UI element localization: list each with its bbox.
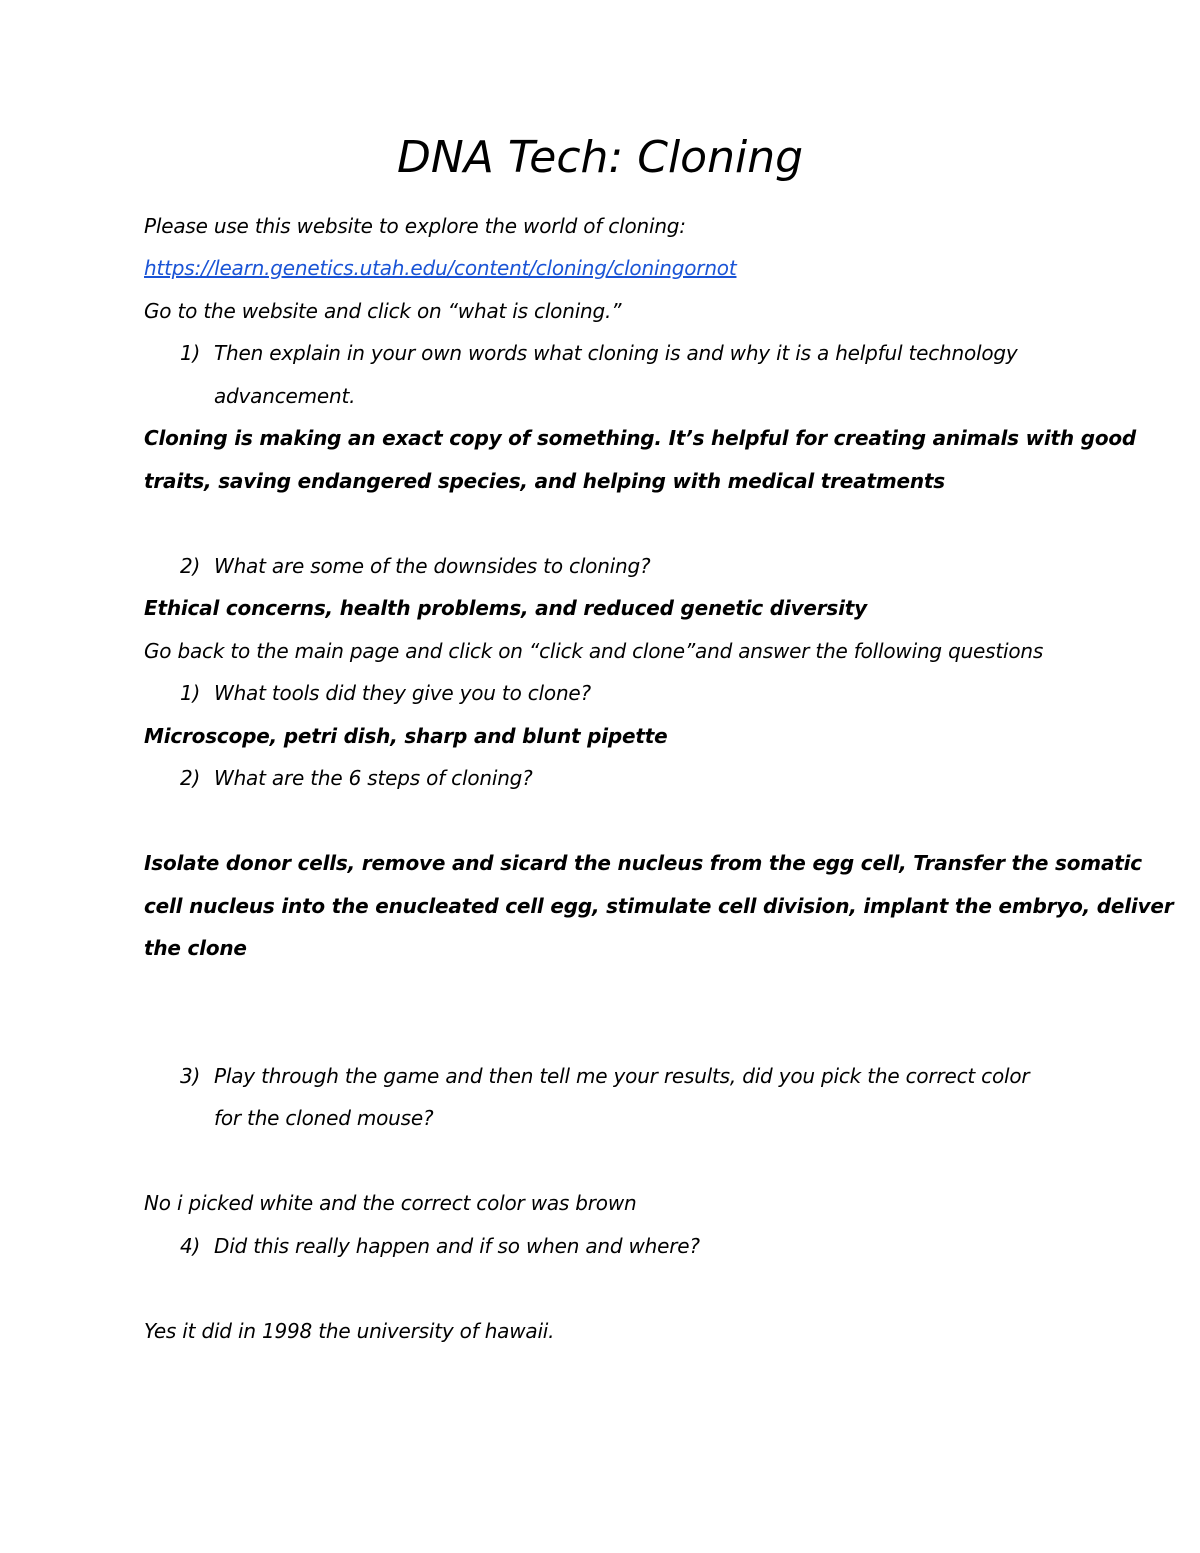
question-4 (180, 764, 533, 792)
answer-1-line-2: traits, saving endangered species, and helping with medical treatments (144, 469, 945, 493)
question-5-text: Play through the game and then tell me your results, did you pick the correct color (214, 1064, 1030, 1088)
question-4-number: 2) (180, 766, 201, 790)
question-6-number: 4) (180, 1234, 201, 1258)
question-3 (180, 679, 591, 707)
answer-5: No i picked white and the correct color was brown (144, 1191, 637, 1215)
question-6 (180, 1232, 700, 1260)
question-6-text: Did this really happen and if so when and where? (214, 1234, 700, 1258)
answer-6: Yes it did in 1998 the university of hawaii. (144, 1319, 555, 1343)
question-3-text: What tools did they give you to clone? (214, 681, 591, 705)
question-5-number: 3) (180, 1064, 201, 1088)
question-4-text: What are the 6 steps of cloning? (214, 766, 533, 790)
intro-text: Please use this website to explore the world of cloning: (144, 214, 686, 238)
answer-4-line-3: the clone (144, 936, 247, 960)
answer-1-line-1: Cloning is making an exact copy of something. It’s helpful for creating animals with good (144, 426, 1137, 450)
answer-4-line-2: cell nucleus into the enucleated cell egg, stimulate cell division, implant the embryo, deliver (144, 894, 1174, 918)
question-3-number: 1) (180, 681, 201, 705)
answer-2: Ethical concerns, health problems, and reduced genetic diversity (144, 596, 867, 620)
answer-4-line-1: Isolate donor cells, remove and sicard the nucleus from the egg cell, Transfer the somatic (144, 851, 1142, 875)
question-5-line-2: for the cloned mouse? (214, 1106, 434, 1130)
question-2-text: What are some of the downsides to cloning? (214, 554, 651, 578)
question-5-line-1 (180, 1062, 1029, 1090)
question-1-text: Then explain in your own words what cloning is and why it is a helpful technology (214, 341, 1018, 365)
cloning-website-link[interactable]: https://learn.genetics.utah.edu/content/cloning/cloningornot (144, 256, 737, 280)
instruction-what-is-cloning: Go to the website and click on “what is cloning.” (144, 299, 622, 323)
question-1-line-2: advancement. (214, 384, 356, 408)
page-title: DNA Tech: Cloning (396, 132, 804, 183)
question-2 (180, 552, 650, 580)
instruction-click-and-clone: Go back to the main page and click on “click and clone”and answer the following questions (144, 639, 1044, 663)
question-1-number: 1) (180, 341, 201, 365)
question-2-number: 2) (180, 554, 201, 578)
answer-3: Microscope, petri dish, sharp and blunt pipette (144, 724, 668, 748)
question-1-line-1 (180, 339, 1018, 367)
